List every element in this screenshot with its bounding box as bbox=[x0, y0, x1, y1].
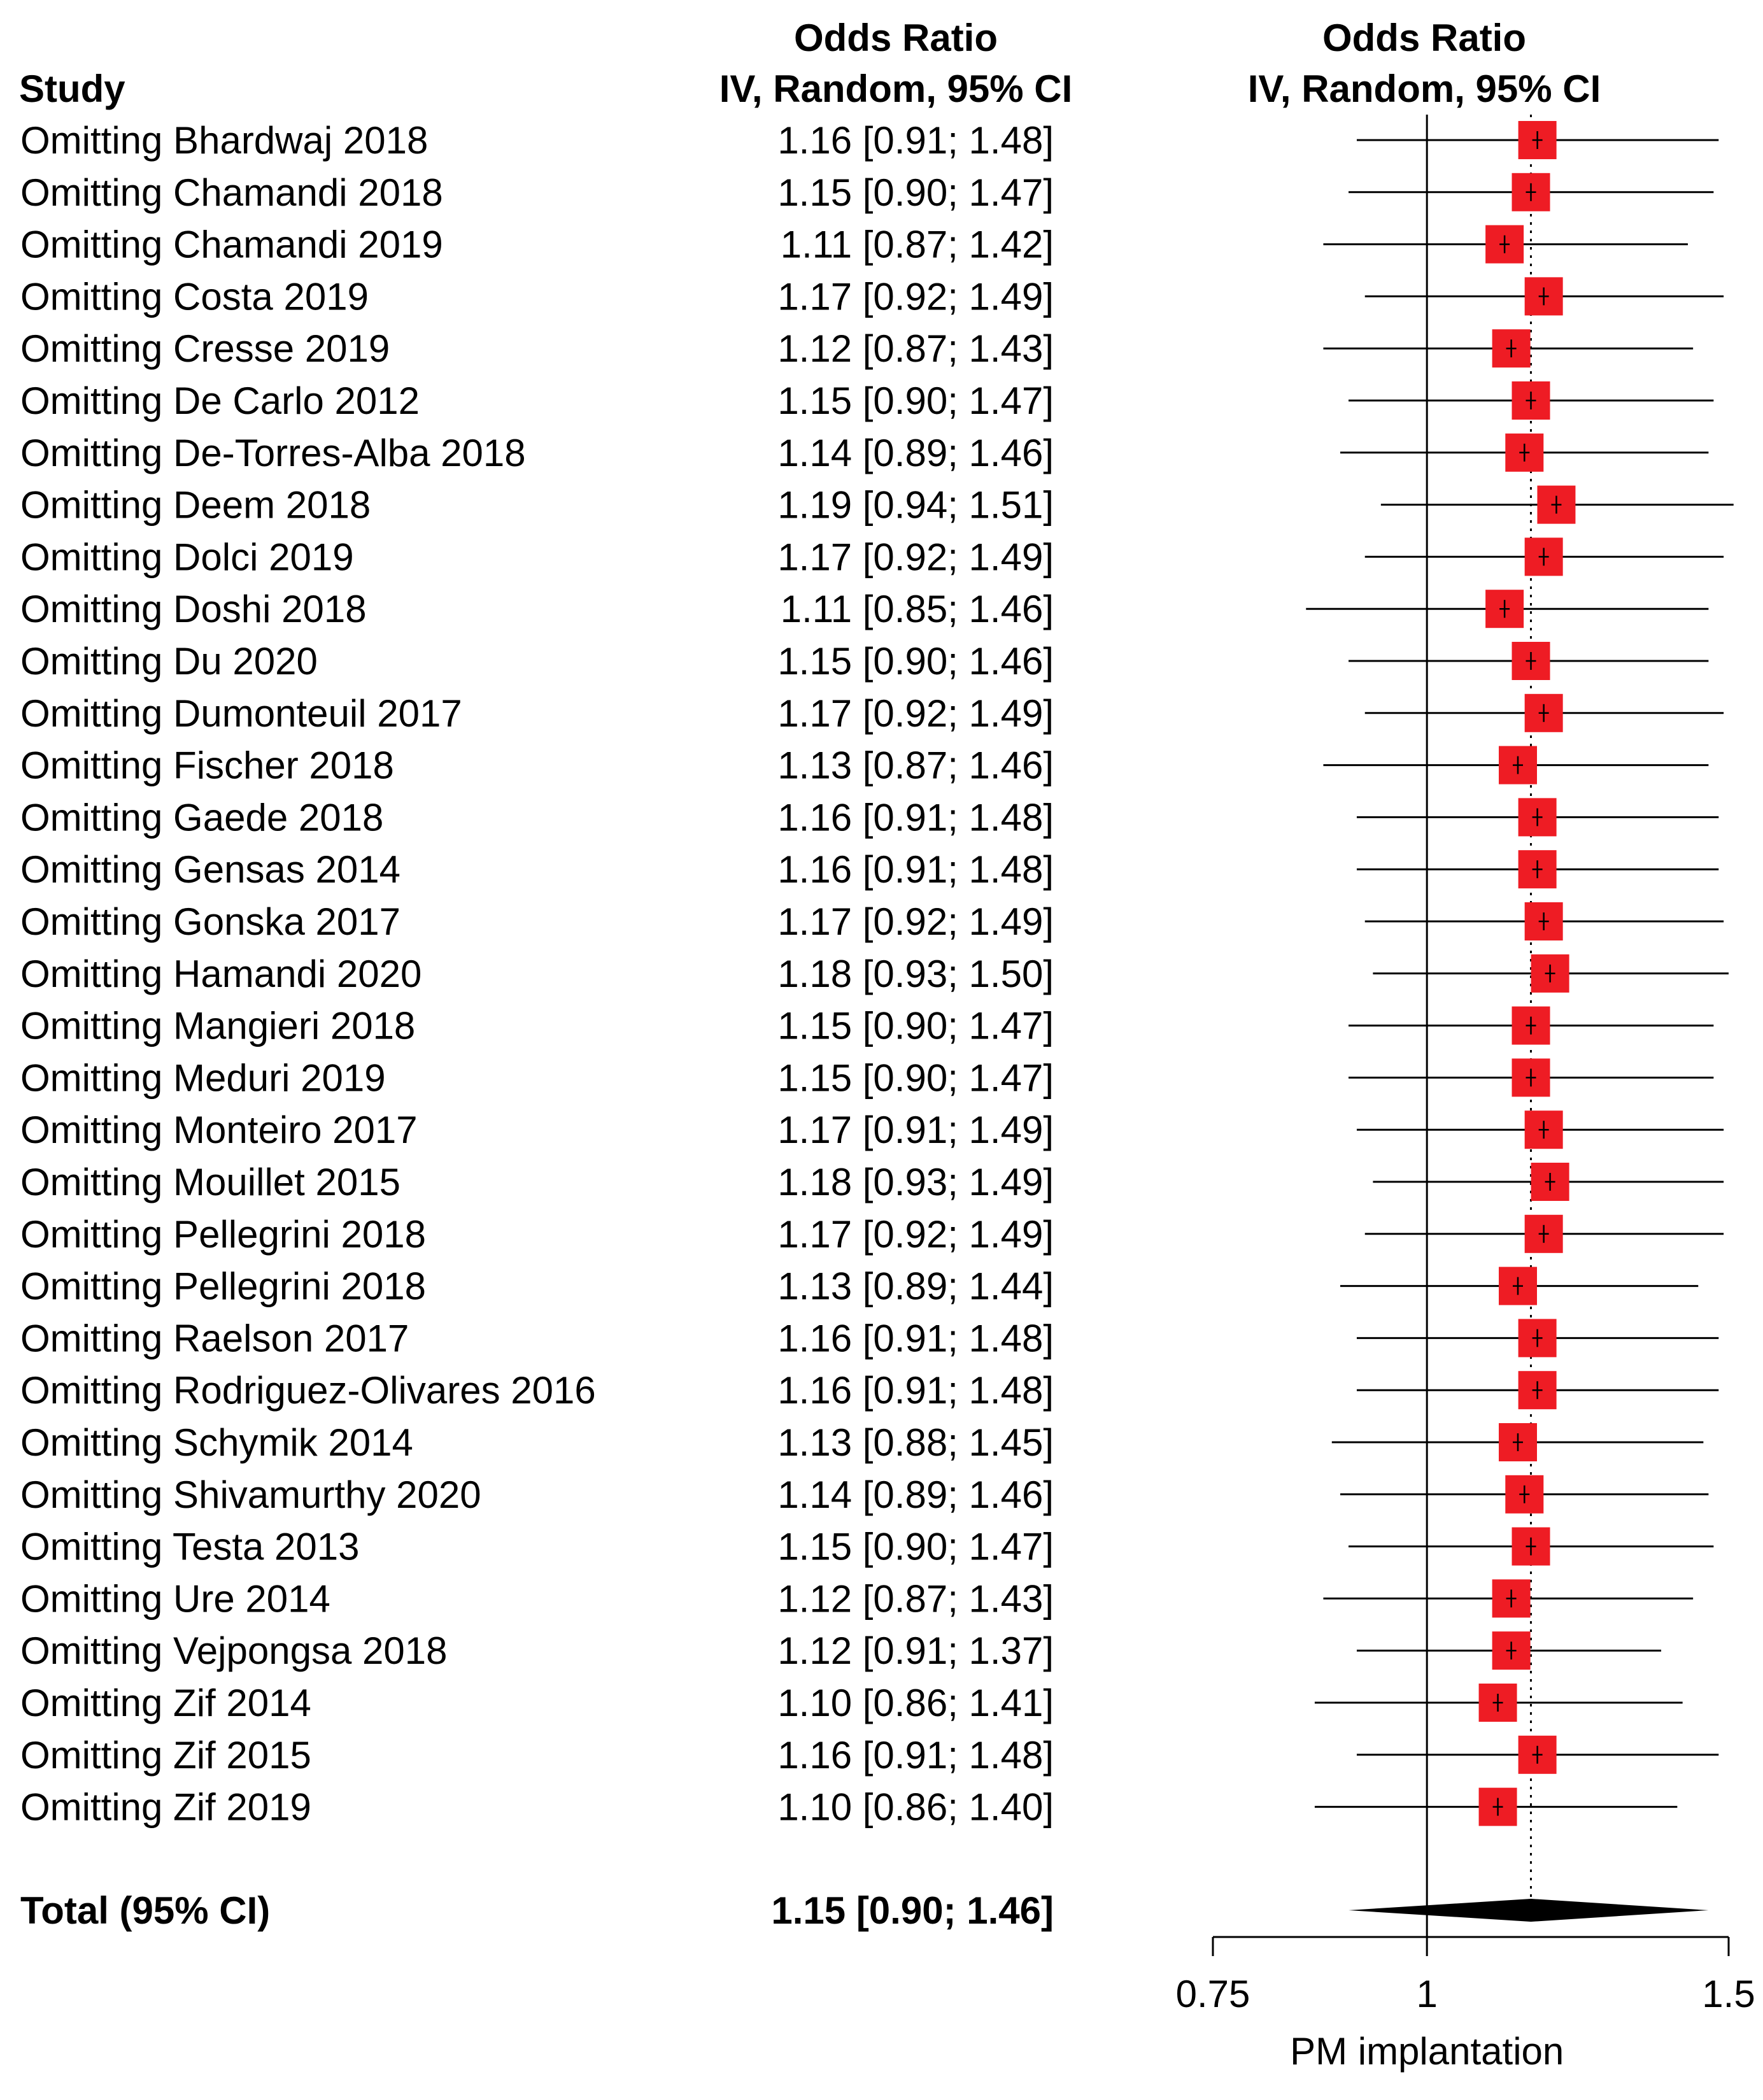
study-ci-text: 1.15 [0.90; 1.47] bbox=[777, 171, 1054, 214]
study-ci-text: 1.15 [0.90; 1.47] bbox=[777, 1056, 1054, 1100]
study-label: Omitting Raelson 2017 bbox=[20, 1317, 409, 1360]
study-ci-text: 1.11 [0.87; 1.42] bbox=[780, 223, 1054, 266]
study-ci-text: 1.15 [0.90; 1.47] bbox=[777, 1525, 1054, 1568]
x-axis bbox=[1176, 1937, 1755, 2073]
study-ci-text: 1.12 [0.87; 1.43] bbox=[777, 1577, 1054, 1621]
study-ci-text: 1.12 [0.87; 1.43] bbox=[777, 327, 1054, 371]
study-ci-text: 1.15 [0.90; 1.47] bbox=[777, 380, 1054, 422]
study-ci-text: 1.11 [0.85; 1.46] bbox=[780, 588, 1054, 631]
ci-column-header-line1: Odds Ratio bbox=[793, 17, 998, 59]
study-ci-text: 1.18 [0.93; 1.49] bbox=[777, 1161, 1054, 1203]
study-ci-text: 1.17 [0.92; 1.49] bbox=[777, 692, 1054, 735]
total-ci-text: 1.15 [0.90; 1.46] bbox=[771, 1889, 1054, 1932]
study-rows bbox=[20, 119, 1734, 1829]
study-label: Omitting Chamandi 2018 bbox=[20, 171, 443, 214]
study-ci-text: 1.16 [0.91; 1.48] bbox=[777, 848, 1054, 891]
study-label: Omitting Shivamurthy 2020 bbox=[20, 1473, 481, 1516]
study-label: Omitting Doshi 2018 bbox=[20, 588, 367, 631]
study-label: Omitting Testa 2013 bbox=[20, 1525, 360, 1568]
study-label: Omitting Zif 2015 bbox=[20, 1733, 311, 1777]
study-ci-text: 1.16 [0.91; 1.48] bbox=[777, 1733, 1054, 1777]
study-ci-text: 1.13 [0.88; 1.45] bbox=[777, 1421, 1054, 1464]
study-ci-text: 1.17 [0.91; 1.49] bbox=[777, 1109, 1054, 1152]
study-label: Omitting Gonska 2017 bbox=[20, 900, 400, 943]
study-ci-text: 1.15 [0.90; 1.46] bbox=[777, 640, 1054, 683]
study-label: Omitting Pellegrini 2018 bbox=[20, 1212, 427, 1256]
study-label: Omitting Chamandi 2019 bbox=[20, 223, 443, 266]
study-label: Omitting Hamandi 2020 bbox=[20, 952, 422, 995]
study-label: Omitting Du 2020 bbox=[20, 640, 318, 683]
total-diamond bbox=[1349, 1899, 1708, 1922]
study-ci-text: 1.13 [0.87; 1.46] bbox=[777, 744, 1054, 787]
header-group bbox=[19, 17, 1601, 110]
study-ci-text: 1.12 [0.91; 1.37] bbox=[777, 1629, 1054, 1673]
x-axis-tick-label: 1 bbox=[1416, 1973, 1438, 2015]
plot-column-header-line2: IV, Random, 95% CI bbox=[1247, 67, 1601, 110]
study-ci-text: 1.16 [0.91; 1.48] bbox=[777, 1369, 1054, 1412]
study-ci-text: 1.17 [0.92; 1.49] bbox=[777, 536, 1054, 579]
study-label: Omitting Monteiro 2017 bbox=[20, 1109, 418, 1152]
total-row bbox=[20, 1889, 1708, 1932]
study-label: Omitting Mouillet 2015 bbox=[20, 1161, 400, 1203]
study-label: Omitting Ure 2014 bbox=[20, 1577, 330, 1621]
ci-column-header-line2: IV, Random, 95% CI bbox=[719, 67, 1073, 110]
study-label: Omitting Gensas 2014 bbox=[20, 848, 400, 891]
study-label: Omitting Fischer 2018 bbox=[20, 744, 394, 787]
study-label: Omitting Deem 2018 bbox=[20, 483, 371, 527]
study-ci-text: 1.19 [0.94; 1.51] bbox=[777, 483, 1054, 527]
study-ci-text: 1.17 [0.92; 1.49] bbox=[777, 1212, 1054, 1256]
study-ci-text: 1.13 [0.89; 1.44] bbox=[777, 1265, 1054, 1308]
study-label: Omitting Gaede 2018 bbox=[20, 796, 384, 839]
study-label: Omitting Rodriguez-Olivares 2016 bbox=[20, 1369, 596, 1412]
study-ci-text: 1.15 [0.90; 1.47] bbox=[777, 1004, 1054, 1047]
study-ci-text: 1.16 [0.91; 1.48] bbox=[777, 119, 1054, 162]
study-ci-text: 1.14 [0.89; 1.46] bbox=[777, 431, 1054, 474]
study-label: Omitting De-Torres-Alba 2018 bbox=[20, 431, 526, 474]
study-label: Omitting Dolci 2019 bbox=[20, 536, 354, 579]
study-ci-text: 1.10 [0.86; 1.41] bbox=[777, 1682, 1054, 1724]
study-ci-text: 1.17 [0.92; 1.49] bbox=[777, 275, 1054, 318]
study-label: Omitting Zif 2014 bbox=[20, 1682, 311, 1724]
study-ci-text: 1.14 [0.89; 1.46] bbox=[777, 1473, 1054, 1516]
study-column-header: Study bbox=[19, 67, 125, 110]
study-label: Omitting Pellegrini 2018 bbox=[20, 1265, 427, 1308]
study-label: Omitting Dumonteuil 2017 bbox=[20, 692, 462, 735]
study-label: Omitting Schymik 2014 bbox=[20, 1421, 413, 1464]
study-label: Omitting Costa 2019 bbox=[20, 275, 369, 318]
study-label: Omitting De Carlo 2012 bbox=[20, 380, 420, 422]
study-ci-text: 1.16 [0.91; 1.48] bbox=[777, 1317, 1054, 1360]
plot-column-header-line1: Odds Ratio bbox=[1322, 17, 1527, 59]
study-ci-text: 1.17 [0.92; 1.49] bbox=[777, 900, 1054, 943]
study-label: Omitting Bhardwaj 2018 bbox=[20, 119, 428, 162]
x-axis-tick-label: 0.75 bbox=[1175, 1973, 1250, 2015]
study-label: Omitting Zif 2019 bbox=[20, 1785, 311, 1829]
study-label: Omitting Cresse 2019 bbox=[20, 327, 390, 371]
study-ci-text: 1.16 [0.91; 1.48] bbox=[777, 796, 1054, 839]
study-label: Omitting Vejpongsa 2018 bbox=[20, 1629, 448, 1673]
total-label: Total (95% CI) bbox=[20, 1889, 271, 1932]
study-label: Omitting Mangieri 2018 bbox=[20, 1004, 416, 1047]
study-label: Omitting Meduri 2019 bbox=[20, 1056, 386, 1100]
study-ci-text: 1.10 [0.86; 1.40] bbox=[777, 1785, 1054, 1829]
study-ci-text: 1.18 [0.93; 1.50] bbox=[777, 952, 1054, 995]
x-axis-tick-label: 1.5 bbox=[1702, 1973, 1755, 2015]
x-axis-label: PM implantation bbox=[1290, 2030, 1564, 2073]
